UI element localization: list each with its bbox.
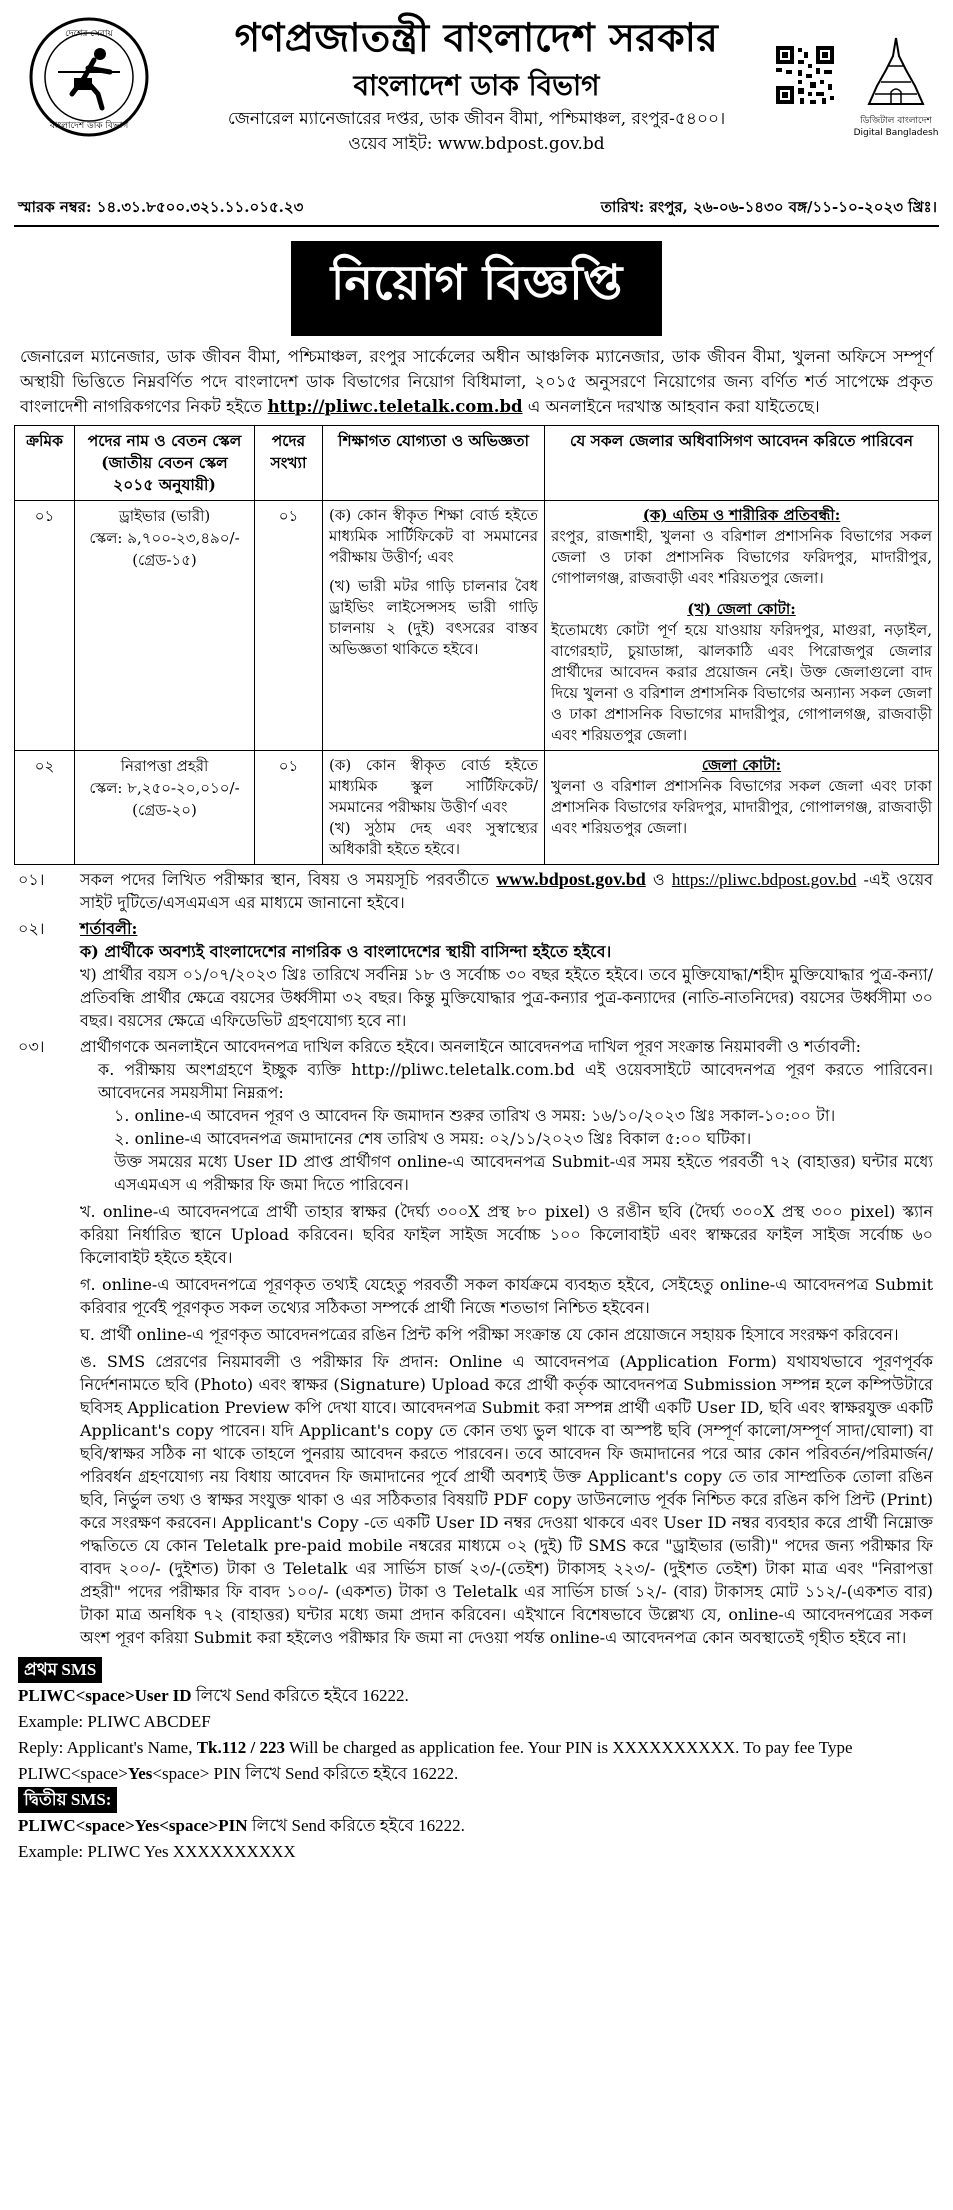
rule-ka-3: উক্ত সময়ের মধ্যে User ID প্রাপ্ত প্রার্থীগণ online-এ আবেদনপত্র Submit-এর সময় হইতে পরবর্তী ৭২ (বাহাত্তর) ঘন্টার মধ্যে এসএমএস এ পরীক্ষার ফি জমা দিতে পারিবেন। (114, 1152, 933, 1194)
first-sms-example: Example: PLIWC ABCDEF (18, 1712, 211, 1731)
row1-serial: ০১ (15, 501, 75, 751)
bdpost-url-link[interactable]: www.bdpost.gov.bd (496, 869, 646, 889)
rule-kha: খ. online-এ আবেদনপত্রে প্রার্থী তাহার স্বাক্ষর (দৈর্ঘ্য ৩০০X প্রস্থ ৮০ pixel) ও রঙীন ছবি (দৈর্ঘ্য ৩০০X প্রস্থ ৩০০ pixel) স্ক্যান করিয়া নির্ধারিত স্থানে Upload করিবেন। ছবির ফাইল সাইজ সর্বোচ্চ ১০০ কিলোবাইট এবং স্বাক্ষরের ফাইল সাইজ সর্বোচ্চ ৬০ কিলোবাইট হইতে হইবে। (80, 1202, 933, 1267)
row2-serial: ০২ (15, 751, 75, 865)
table-header-row (15, 426, 939, 501)
first-sms-code: PLIWC<space>User ID (18, 1686, 192, 1705)
rule-ka: ক. পরীক্ষায় অংশগ্রহণে ইচ্ছুক ব্যক্তি http://pliwc.teletalk.com.bd এই ওয়েবসাইটে আবেদনপত্র পূরণ করতে পারিবেন। আবেদনের সময়সীমা নিম্নরূপ: (98, 1060, 933, 1102)
intro-tail: এ অনলাইনে দরখাস্ত আহবান করা যাইতেছে। (527, 397, 820, 416)
row2-grade: (গ্রেড-২০) (132, 801, 197, 819)
reply-part-c: <space> PIN লিখে Send করিতে হইবে 16222. (152, 1764, 459, 1783)
row2-qualification (323, 751, 545, 865)
second-sms-tail: লিখে Send করিতে হইবে 16222. (251, 1816, 465, 1835)
bangladesh-post-logo-icon (28, 16, 150, 138)
note-1-mid: ও (652, 870, 665, 889)
reply-part-b: Will be charged as application fee. Your PIN is XXXXXXXXXX. To pay fee Type PLIWC<space> (18, 1738, 853, 1783)
row1-qualification (323, 501, 545, 751)
rule-ka-1: ১. online-এ আবেদন পূরণ ও আবেদন ফি জমাদান শুরুর তারিখ ও সময়: ১৬/১০/২০২৩ খ্রিঃ সকাল-১০:০০ টা। (114, 1106, 836, 1125)
note-1-number: ০১। (18, 870, 45, 889)
note-3-intro: প্রার্থীগণকে অনলাইনে আবেদনপত্র দাখিল করিতে হইবে। অনলাইনে আবেদনপত্র দাখিল পূরণ সংক্রান্ত নিয়মাবলী ও শর্তাবলী: (80, 1037, 862, 1056)
rule-ga: গ. online-এ আবেদনপত্রে পূরণকৃত তথ্যই যেহেতু পরবর্তী সকল কার্যক্রমে ব্যবহৃত হইবে, সেইহেতু online-এ আবেদনপত্র Submit করিবার পূর্বেই পূরণকৃত সকল তথ্যের সঠিকতা সম্পর্কে প্রার্থী নিজে শতভাগ নিশ্চিত হইবেন। (80, 1275, 933, 1317)
vacancy-table (14, 425, 939, 865)
row1-dist-head-2: (খ) জেলা কোটা: (687, 600, 796, 618)
note-2-title: শর্তাবলী: (80, 919, 138, 938)
first-sms-heading: প্রথম SMS (18, 1657, 102, 1683)
reference-line (14, 192, 939, 227)
rule-gha: ঘ. প্রার্থী online-এ পূরণকৃত আবেদনপত্রের রঙিন প্রিন্ট কপি পরীক্ষা সংক্রান্ত যে কোন প্রয়োজনে সহায়ক হিসাবে সংরক্ষণ করিবেন। (80, 1325, 899, 1344)
second-sms-example: Example: PLIWC Yes XXXXXXXXXX (18, 1842, 296, 1861)
intro-text: জেনারেল ম্যানেজার, ডাক জীবন বীমা, পশ্চিমাঞ্চল, রংপুর সার্কেলের অধীন আঞ্চলিক ম্যানেজার, ডাক জীবন বীমা, খুলনা অফিসে সম্পূর্ণ অস্থায়ী ভিত্তিতে নিম্নবর্ণিত পদে বাংলাদেশ ডাক বিভাগের নিয়োগ বিধিমালা, ২০১৫ অনুসরণে নিয়োগের জন্য বর্ণিত শর্ত সাপেক্ষে প্রকৃত বাংলাদেশী নাগরিকগণের নিকট হইতে (20, 347, 933, 416)
note-3 (14, 1035, 939, 1058)
reply-fee: Tk.112 / 223 (196, 1738, 286, 1757)
row1-count: ০১ (255, 501, 323, 751)
row2-post-name: নিরাপত্তা প্রহরী (120, 757, 209, 775)
intro-paragraph (14, 344, 939, 419)
digital-bangladesh-tower-icon (861, 36, 931, 110)
rule-uo: ঙ. SMS প্রেরণের নিয়মাবলী ও পরীক্ষার ফি প্রদান: Online এ আবেদনপত্র (Application Form) যথাযথভাবে পূরণপূর্বক নির্দেশনামতে ছবি (Photo) এবং স্বাক্ষর (Signature) Upload করে প্রার্থী কর্তৃক আবেদনপত্র Submission সম্পন্ন হলে কম্পিউটারে ছবিসহ Application Preview কপি দেখা যাবে। আবেদনপত্র Submit করা সম্পন্ন প্রার্থী একটি User ID, ছবি এবং স্বাক্ষরযুক্ত একটি Applicant's copy পাবেন। যদি Applicant's copy তে কোন তথ্য ভুল থাকে বা অস্পষ্ট ছবি (সম্পূর্ণ কালো/সম্পূর্ণ সাদা/ঘোলা) বা ছবি/স্বাক্ষর সঠিক না থাকে তাহলে পুনরায় আবেদন করতে পারবেন। তবে আবেদন ফি জমাদানের পরে আর কোন পরিবর্তন/পরিমার্জন/ পরিবর্ধন গ্রহণযোগ্য নয় বিধায় আবেদন ফি জমাদানের পূর্বে প্রার্থী অবশ্যই উক্ত Applicant's copy তে তার সাম্প্রতিক তোলা রঙিন ছবি, নির্ভুল তথ্য ও স্বাক্ষর সংযুক্ত থাকা ও এর সঠিকতার বিষয়টি PDF copy ডাউনলোড পূর্বক নিশ্চিত করে রঙিন কপি প্রিন্ট (Print) করে সংরক্ষণ করবেন। Applicant's Copy -তে একটি User ID নম্বর দেওয়া থাকবে এবং User ID নম্বর ব্যবহার করে প্রার্থী নিম্নোক্ত পদ্ধতিতে যে কোন Teletalk pre-paid mobile নম্বরের মাধ্যমে ০২ (দুই) টি SMS করে "ড্রাইভার (ভারী)" পদের জন্য পরীক্ষার ফি বাবদ ২০০/- (দুইশত) টাকা ও Teletalk এর সার্ভিস চার্জ ২৩/-(তেইশ) টাকাসহ ২২৩/- (দুইশত তেইশ) টাকা মাত্র এবং "নিরাপত্তা প্রহরী" পদের পরীক্ষার ফি বাবদ ১০০/- (একশত) টাকা ও Teletalk এর সার্ভিস চার্জ ১২/- (বার) টাকাসহ মোট ১১২/-(একশত বার) টাকা মাত্র অনধিক ৭২ (বাহাত্তর) ঘন্টার মধ্যে জমা প্রদান করিবেন। এইখানে বিশেষভাবে উল্লেখ্য যে, online-এ আবেদনপত্রের সকল অংশ পূরণ করিয়া Submit করা হইলেও পরীক্ষার ফি জমা না দেওয়া পর্যন্ত online-এ আবেদনপত্র কোন অবস্থাতেই গৃহীত হইবে না। (80, 1352, 933, 1647)
row1-districts (545, 501, 939, 751)
note-1-text: সকল পদের লিখিত পরীক্ষার স্থান, বিষয় ও সময়সূচি পরবর্তীতে (80, 870, 490, 889)
condition-a: ক) প্রার্থীকে অবশ্যই বাংলাদেশের নাগরিক ও বাংলাদেশের স্থায়ী বাসিন্দা হইতে হইবে। (80, 942, 612, 961)
col-serial: ক্রমিক (15, 426, 75, 501)
row2-post (75, 751, 255, 865)
note-2 (14, 917, 939, 940)
row2-qual-1: (ক) কোন স্বীকৃত বোর্ড হইতে মাধ্যমিক স্কুল সার্টিফিকেট/ সমমানের পরীক্ষায় উত্তীর্ণ এবং (329, 756, 538, 816)
col-count: পদের সংখ্যা (255, 426, 323, 501)
dept-title: বাংলাদেশ ডাক বিভাগ (353, 69, 600, 102)
note-1 (14, 868, 939, 914)
pliwc-bdpost-url-link[interactable]: https://pliwc.bdpost.gov.bd (671, 870, 857, 889)
row1-dist-head-1: (ক) এতিম ও শারীরিক প্রতিবন্ধী: (642, 506, 841, 524)
col-districts: যে সকল জেলার অধিবাসিগণ আবেদন করিতে পারিবেন (545, 426, 939, 501)
digital-logo-text-bn: ডিজিটাল বাংলাদেশ (860, 116, 932, 126)
row1-qual-1: (ক) কোন স্বীকৃত শিক্ষা বোর্ড হইতে মাধ্যমিক সার্টিফিকেট বা সমমানের পরীক্ষায় উত্তীর্ণ; এবং (329, 506, 538, 566)
apply-url-link[interactable]: http://pliwc.teletalk.com.bd (267, 397, 523, 416)
row1-dist-text-2: ইতোমধ্যে কোটা পূর্ণ হয়ে যাওয়ায় ফরিদপুর, মাগুরা, নড়াইল, বাগেরহাট, চুয়াডাঙ্গা, ঝালকাঠি এবং পিরোজপুর জেলার প্রার্থীদের আবেদন করার প্রয়োজন নেই। উক্ত জেলাগুলো বাদ দিয়ে খুলনা ও বরিশাল প্রশাসনিক বিভাগের অন্যান্য সকল জেলা ও ঢাকা প্রশাসনিক বিভাগের মাদারীপুর, গোপালগঞ্জ, রাজবাড়ী এবং শরিয়তপুর জেলা। (551, 621, 932, 744)
rule-ka-2: ২. online-এ আবেদনপত্র জমাদানের শেষ তারিখ ও সময়: ০২/১১/২০২৩ খ্রিঃ বিকাল ৫:০০ ঘটিকা। (114, 1129, 752, 1148)
qr-code-icon (774, 44, 836, 106)
row1-post (75, 501, 255, 751)
col-qualification: শিক্ষাগত যোগ্যতা ও অভিজ্ঞতা (323, 426, 545, 501)
table-row (15, 751, 939, 865)
website-line: ওয়েব সাইট: www.bdpost.gov.bd (348, 134, 605, 154)
memo-number: স্মারক নম্বর: ১৪.৩১.৮৫০০.৩২১.১১.০১৫.২৩ (18, 198, 304, 216)
first-sms-tail: লিখে Send করিতে হইবে 16222. (195, 1686, 409, 1705)
sms-instructions (14, 1657, 939, 1865)
condition-b: খ) প্রার্থীর বয়স ০১/০৭/২০২৩ খ্রিঃ তারিখে সর্বনিম্ন ১৮ ও সর্বোচ্চ ৩০ বছর হইতে হইবে। তবে মুক্তিযোদ্ধা/শহীদ মুক্তিযোদ্ধার পুত্র-কন্যা/প্রতিবন্ধি প্রার্থীর ক্ষেত্রে বয়সের উর্ধ্বসীমা ৩২ বছর। কিন্তু মুক্তিযোদ্ধার পুত্র-কন্যার পুত্র-কন্যাদের (নাতি-নাতনিদের) বয়সের উর্ধ্বসীমা ৩০ বছর। বয়সের ক্ষেত্রে এফিডেভিট গ্রহণযোগ্য হবে না। (80, 965, 933, 1030)
memo-date: তারিখ: রংপুর, ২৬-০৬-১৪৩০ বঙ্গ/১১-১০-২০২৩ খ্রিঃ। (600, 198, 937, 216)
govt-title: গণপ্রজাতন্ত্রী বাংলাদেশ সরকার (234, 15, 719, 61)
logo-text-top: দেশের সেবায় (65, 29, 113, 39)
letterhead (14, 10, 939, 188)
digital-logo-text-en: Digital Bangladesh (853, 128, 939, 138)
office-address: জেনারেল ম্যানেজারের দপ্তর, ডাক জীবন বীমা, পশ্চিমাঞ্চল, রংপুর-৫৪০০। (227, 109, 726, 129)
note-2-number: ০২। (18, 919, 45, 938)
row1-qual-2: (খ) ভারী মটর গাড়ি চালনার বৈধ ড্রাইভিং লাইসেন্সসহ ভারী গাড়ি চালনায় ২ (দুই) বৎসরের বাস্তব অভিজ্ঞতা থাকিতে হইবে। (329, 577, 538, 658)
second-sms-code: PLIWC<space>Yes<space>PIN (18, 1816, 248, 1835)
reply-yes: Yes (127, 1764, 153, 1783)
row1-grade: (গ্রেড-১৫) (132, 551, 197, 569)
row2-scale: স্কেল: ৮,২৫০-২০,০১০/- (89, 779, 240, 797)
reply-part-a: Reply: Applicant's Name, (18, 1738, 193, 1757)
row1-scale: স্কেল: ৯,৭০০-২৩,৪৯০/- (89, 529, 240, 547)
second-sms-heading: দ্বিতীয় SMS: (18, 1787, 117, 1813)
row2-qual-2: (খ) সুঠাম দেহ এবং সুস্বাস্থ্যের অধিকারী হইতে হইবে। (329, 819, 538, 858)
table-row (15, 501, 939, 751)
notice-banner: নিয়োগ বিজ্ঞপ্তি (291, 241, 663, 336)
row1-post-name: ড্রাইভার (ভারী) (118, 507, 211, 525)
note-3-number: ০৩। (18, 1037, 45, 1056)
col-post: পদের নাম ও বেতন স্কেল (জাতীয় বেতন স্কেল ২০১৫ অনুযায়ী) (75, 426, 255, 501)
row2-dist-head-1: জেলা কোটা: (701, 756, 782, 774)
row2-districts (545, 751, 939, 865)
row2-dist-text-1: খুলনা ও বরিশাল প্রশাসনিক বিভাগের সকল জেলা এবং ঢাকা প্রশাসনিক বিভাগের ফরিদপুর, মাদারীপুর, গোপালগঞ্জ, রাজবাড়ী এবং শরিয়তপুর জেলা। (551, 777, 932, 837)
row1-dist-text-1: রংপুর, রাজশাহী, খুলনা ও বরিশাল প্রশাসনিক বিভাগের সকল জেলা ও ঢাকা প্রশাসনিক বিভাগের ফরিদপুর, মাদারীপুর, গোপালগঞ্জ, রাজবাড়ী এবং শরিয়তপুর জেলা। (551, 527, 932, 587)
digital-bangladesh-logo (850, 36, 942, 136)
logo-text-bottom: বাংলাদেশ ডাক বিভাগ (49, 121, 129, 131)
row2-count: ০১ (255, 751, 323, 865)
note-1-tail: -এই ওয়েব সাইট দুটিতে/এসএমএস এর মাধ্যমে জানানো হইবে। (80, 870, 934, 912)
